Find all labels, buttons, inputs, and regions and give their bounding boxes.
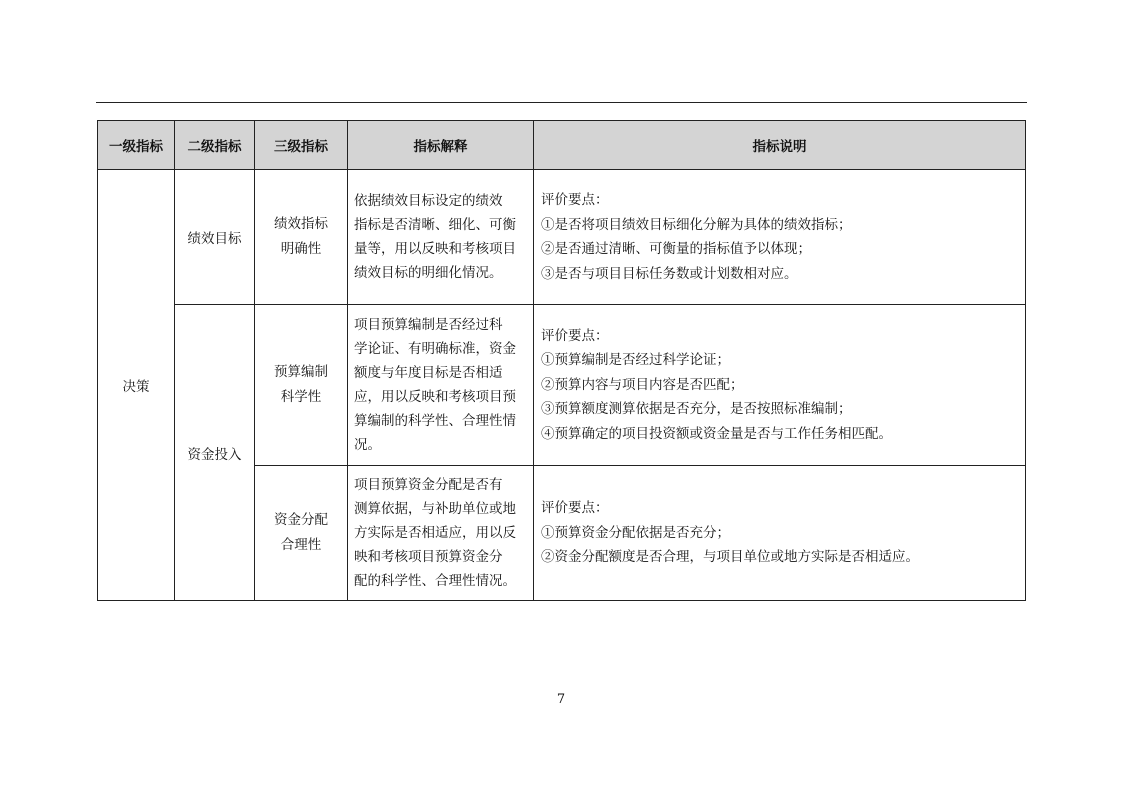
- description-cell: 评价要点： ①预算编制是否经过科学论证； ②预算内容与项目内容是否匹配； ③预算额度测算依据是否充分，是否按照标准编制； ④预算确定的项目投资额或资金量是否与工作任务相匹配。: [534, 305, 1026, 466]
- explanation-cell: 项目预算资金分配是否有 测算依据，与补助单位或地 方实际是否相适应，用以反 映和考核项目预算资金分 配的科学性、合理性情况。: [348, 466, 534, 601]
- page-number: 7: [556, 692, 566, 707]
- header-description: 指标说明: [534, 121, 1026, 170]
- header-level2: 二级指标: [175, 121, 255, 170]
- level2-cell: 资金投入: [175, 305, 255, 601]
- header-level3: 三级指标: [255, 121, 348, 170]
- indicator-table: [97, 120, 1026, 601]
- description-cell: 评价要点： ①是否将项目绩效目标细化分解为具体的绩效指标； ②是否通过清晰、可衡量的指标值予以体现； ③是否与项目目标任务数或计划数相对应。: [534, 170, 1026, 305]
- header-explanation: 指标解释: [348, 121, 534, 170]
- table-row: [98, 170, 1026, 305]
- level2-cell: 绩效目标: [175, 170, 255, 305]
- level1-cell: 决策: [98, 170, 175, 601]
- explanation-cell: 依据绩效目标设定的绩效 指标是否清晰、细化、可衡 量等，用以反映和考核项目 绩效目标的明细化情况。: [348, 170, 534, 305]
- level3-cell: 绩效指标 明确性: [255, 170, 348, 305]
- header-level1: 一级指标: [98, 121, 175, 170]
- explanation-cell: 项目预算编制是否经过科 学论证、有明确标准，资金 额度与年度目标是否相适 应，用以反映和考核项目预 算编制的科学性、合理性情 况。: [348, 305, 534, 466]
- table-header-row: [98, 121, 1026, 170]
- level3-cell: 资金分配 合理性: [255, 466, 348, 601]
- table-row: [98, 305, 1026, 466]
- level3-cell: 预算编制 科学性: [255, 305, 348, 466]
- description-cell: 评价要点： ①预算资金分配依据是否充分； ②资金分配额度是否合理，与项目单位或地方实际是否相适应。: [534, 466, 1026, 601]
- header-rule: [96, 102, 1027, 103]
